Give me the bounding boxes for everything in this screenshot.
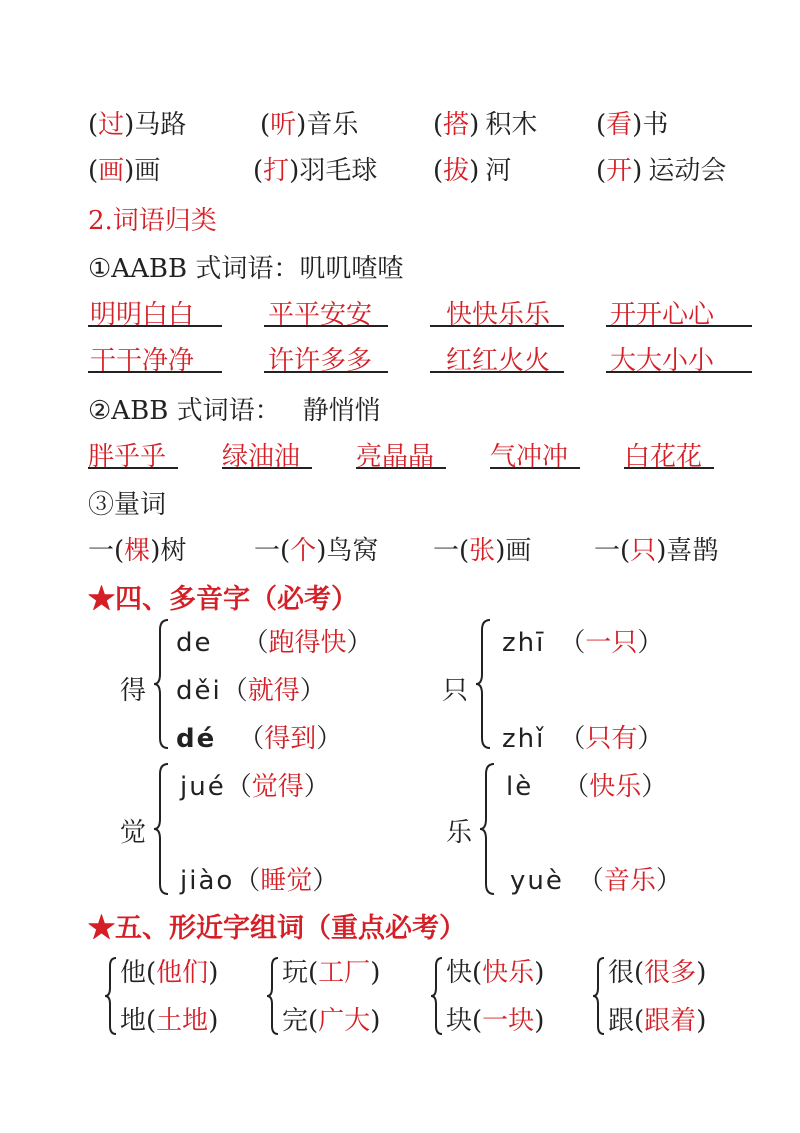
example-word: 就得 <box>247 676 300 706</box>
similar-char-row: 完(广大) <box>282 1006 381 1036</box>
abb-word: 白花花 <box>624 442 703 472</box>
answer-text: 听 <box>270 110 297 140</box>
example-word: 音乐 <box>603 866 656 896</box>
verb-item: (开) 运动会 <box>596 156 727 186</box>
measure-item: 一(张)画 <box>433 536 532 566</box>
verb-item: (画)画 <box>88 156 161 186</box>
abb-label: ②ABB 式词语： <box>88 396 281 426</box>
brace-icon <box>474 618 492 750</box>
word-text: 运动会 <box>648 156 727 186</box>
polyphonic-char: 只 <box>442 676 469 706</box>
answer-underline <box>606 325 752 327</box>
pinyin-text: de <box>176 628 213 658</box>
answer-underline <box>264 371 388 373</box>
word-text: 积木 <box>485 110 538 140</box>
answer-text: 他们 <box>156 958 209 988</box>
answer-underline <box>88 325 222 327</box>
aabb-word: 明明白白 <box>90 300 195 330</box>
pinyin-row: zhī （一只） <box>502 628 664 658</box>
similar-char-row: 快(快乐) <box>446 958 545 988</box>
word-text: 河 <box>485 156 512 186</box>
example-word: 觉得 <box>251 772 304 802</box>
abb-word: 亮晶晶 <box>356 442 435 472</box>
example-word: 快乐 <box>589 772 642 802</box>
aabb-word: 开开心心 <box>610 300 715 330</box>
similar-char-row: 跟(跟着) <box>608 1006 707 1036</box>
pinyin-row: jiào（睡觉） <box>180 866 339 896</box>
section-title-word-classification: 2.词语归类 <box>88 206 217 236</box>
answer-underline <box>88 467 178 469</box>
pinyin-row: jué（觉得） <box>180 772 330 802</box>
measure-label: ③量词 <box>88 490 167 520</box>
answer-underline <box>606 371 752 373</box>
brace-icon <box>592 956 606 1036</box>
similar-char-row: 块(一块) <box>446 1006 545 1036</box>
abb-word: 气冲冲 <box>490 442 569 472</box>
measure-item: 一(棵)树 <box>88 536 187 566</box>
pinyin-row: lè （快乐） <box>506 772 668 802</box>
verb-item: (搭) 积木 <box>433 110 538 140</box>
answer-text: 跟着 <box>644 1006 697 1036</box>
answer-underline <box>88 371 222 373</box>
pinyin-text: děi <box>176 676 222 706</box>
aabb-word: 快快乐乐 <box>446 300 551 330</box>
brace-icon <box>430 956 444 1036</box>
polyphonic-char: 乐 <box>446 818 473 848</box>
pinyin-row: dé （得到） <box>176 724 343 754</box>
verb-row-2 <box>88 150 788 186</box>
measure-row <box>88 530 788 566</box>
similar-char-row: 很(很多) <box>608 958 707 988</box>
similar-char-row: 地(土地) <box>120 1006 219 1036</box>
brace-icon <box>266 956 280 1036</box>
answer-text: 开 <box>606 156 633 186</box>
verb-item: (过)马路 <box>88 110 187 140</box>
answer-text: 一块 <box>482 1006 535 1036</box>
answer-underline <box>222 467 312 469</box>
polyphonic-char: 得 <box>120 676 147 706</box>
answer-underline <box>356 467 446 469</box>
pinyin-text: lè <box>506 772 534 802</box>
aabb-label: ①AABB 式词语： <box>88 254 300 284</box>
answer-text: 搭 <box>443 110 470 140</box>
answer-underline <box>264 325 388 327</box>
aabb-word: 平平安安 <box>268 300 373 330</box>
verb-item: (听)音乐 <box>260 110 359 140</box>
answer-text: 很多 <box>644 958 697 988</box>
verb-item: (拔) 河 <box>433 156 512 186</box>
brace-icon <box>152 618 170 750</box>
answer-text: 工厂 <box>318 958 371 988</box>
example-word: 一只 <box>585 628 638 658</box>
answer-text: 拔 <box>443 156 470 186</box>
similar-char-row: 玩(工厂) <box>282 958 381 988</box>
answer-text: 只 <box>630 536 657 566</box>
aabb-label-row <box>88 248 403 285</box>
pinyin-row: děi（就得） <box>176 676 326 706</box>
brace-icon <box>152 762 170 896</box>
verb-item: (看)书 <box>596 110 669 140</box>
pinyin-text: zhǐ <box>502 724 546 754</box>
pinyin-row: de （跑得快） <box>176 628 373 658</box>
answer-text: 张 <box>469 536 496 566</box>
verb-item: (打)羽毛球 <box>253 156 378 186</box>
abb-word: 绿油油 <box>222 442 301 472</box>
measure-item: 一(个)鸟窝 <box>254 536 379 566</box>
answer-text: 打 <box>263 156 290 186</box>
word-text: 羽毛球 <box>299 156 378 186</box>
answer-underline <box>624 467 714 469</box>
answer-underline <box>430 325 564 327</box>
abb-word: 胖乎乎 <box>88 442 167 472</box>
section-title-polyphonic: ★四、多音字（必考） <box>88 584 358 615</box>
answer-text: 棵 <box>124 536 151 566</box>
answer-text: 过 <box>98 110 125 140</box>
answer-text: 快乐 <box>482 958 535 988</box>
pinyin-text: zhī <box>502 628 546 658</box>
pinyin-text: dé <box>176 724 217 754</box>
pinyin-text: yuè <box>510 866 564 896</box>
answer-underline <box>490 467 580 469</box>
pinyin-row: zhǐ （只有） <box>502 724 664 754</box>
abb-example: 静悄悄 <box>302 396 381 426</box>
aabb-example: 叽叽喳喳 <box>299 254 404 284</box>
word-text: 书 <box>642 110 669 140</box>
brace-icon <box>478 762 496 896</box>
word-text: 马路 <box>134 110 187 140</box>
aabb-word: 干干净净 <box>90 346 195 376</box>
measure-item: 一(只)喜鹊 <box>594 536 719 566</box>
example-word: 得到 <box>264 724 317 754</box>
pinyin-text: jiào <box>180 866 235 896</box>
aabb-word: 大大小小 <box>610 346 715 376</box>
pinyin-text: jué <box>180 772 226 802</box>
polyphonic-char: 觉 <box>120 818 147 848</box>
word-text: 画 <box>134 156 161 186</box>
example-word: 跑得快 <box>268 628 347 658</box>
answer-underline <box>430 371 564 373</box>
section-title-similar-chars: ★五、形近字组词（重点必考） <box>88 913 466 944</box>
aabb-word: 红红火火 <box>446 346 551 376</box>
example-word: 睡觉 <box>260 866 313 896</box>
answer-text: 个 <box>290 536 317 566</box>
answer-text: 画 <box>98 156 125 186</box>
brace-icon <box>104 956 118 1036</box>
abb-label-row <box>88 390 381 427</box>
answer-text: 土地 <box>156 1006 209 1036</box>
example-word: 只有 <box>585 724 638 754</box>
aabb-word: 许许多多 <box>268 346 373 376</box>
answer-text: 看 <box>606 110 633 140</box>
verb-row-1 <box>88 104 788 140</box>
word-text: 音乐 <box>306 110 359 140</box>
similar-char-row: 他(他们) <box>120 958 219 988</box>
pinyin-row: yuè （音乐） <box>510 866 682 896</box>
answer-text: 广大 <box>318 1006 371 1036</box>
